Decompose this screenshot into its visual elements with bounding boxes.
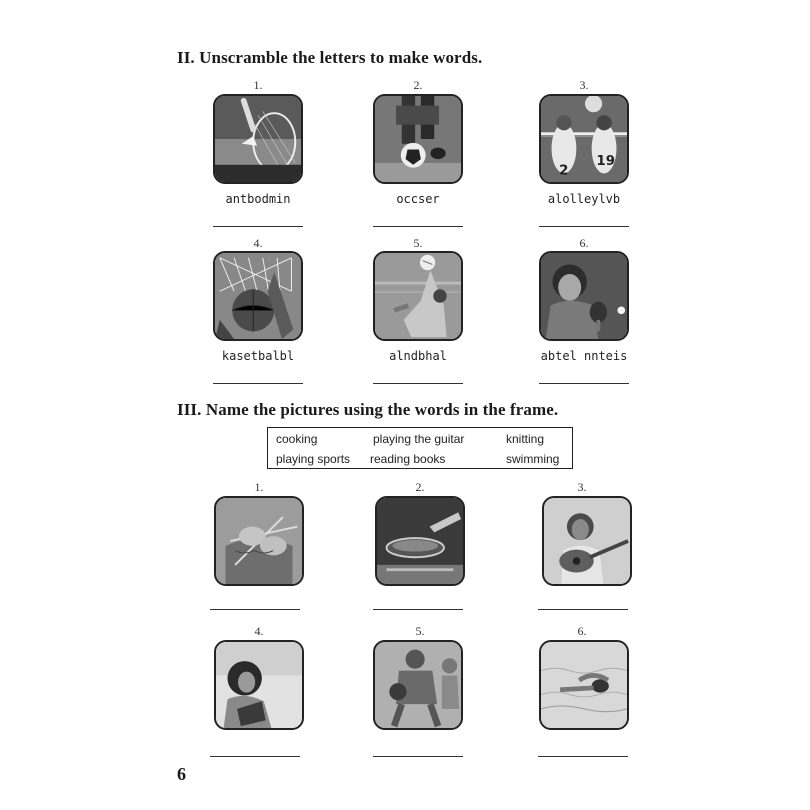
volleyball-photo	[539, 94, 629, 184]
knitting-photo	[214, 496, 304, 586]
item-number: 3.	[579, 78, 589, 92]
item-number: 2.	[415, 480, 425, 494]
frame-word: playing the guitar	[373, 432, 465, 446]
page-number: 6	[177, 764, 186, 784]
item-number: 1.	[254, 480, 264, 494]
swimming-photo	[539, 640, 629, 730]
answer-line[interactable]	[539, 383, 629, 384]
answer-line[interactable]	[539, 226, 629, 227]
scrambled-word: alndbhal	[389, 349, 447, 363]
soccer-photo	[373, 94, 463, 184]
item-number: 5.	[415, 624, 425, 638]
sports-photo	[373, 640, 463, 730]
answer-line[interactable]	[213, 383, 303, 384]
answer-line[interactable]	[373, 756, 463, 757]
answer-line[interactable]	[213, 226, 303, 227]
answer-line[interactable]	[373, 609, 463, 610]
scrambled-word: abtel nnteis	[540, 349, 628, 363]
frame-word: playing sports	[276, 452, 351, 466]
answer-line[interactable]	[538, 609, 628, 610]
scrambled-word: alolleylvb	[547, 192, 621, 206]
section-2-heading: II. Unscramble the letters to make words.	[177, 48, 483, 67]
frame-word: knitting	[506, 432, 545, 446]
section-3-heading: III. Name the pictures using the words in the frame.	[177, 400, 559, 419]
answer-line[interactable]	[210, 756, 300, 757]
item-number: 6.	[577, 624, 587, 638]
handball-photo	[373, 251, 463, 341]
item-number: 1.	[253, 78, 263, 92]
reading-photo	[214, 640, 304, 730]
cooking-photo	[375, 496, 465, 586]
answer-line[interactable]	[373, 383, 463, 384]
item-number: 5.	[413, 236, 423, 250]
svg-text:19: 19	[596, 153, 616, 169]
item-number: 4.	[254, 624, 264, 638]
basketball-photo	[213, 251, 303, 341]
frame-word: swimming	[506, 452, 560, 466]
frame-word: cooking	[276, 432, 318, 446]
badminton-photo	[213, 94, 303, 184]
scrambled-word: antbodmin	[225, 192, 291, 206]
item-number: 6.	[579, 236, 589, 250]
item-number: 4.	[253, 236, 263, 250]
word-frame	[267, 427, 573, 469]
scrambled-word: kasetbalbl	[221, 349, 295, 363]
answer-line[interactable]	[373, 226, 463, 227]
table-tennis-photo	[539, 251, 629, 341]
item-number: 3.	[577, 480, 587, 494]
answer-line[interactable]	[210, 609, 300, 610]
guitar-photo	[542, 496, 632, 586]
svg-text:2: 2	[559, 163, 569, 179]
answer-line[interactable]	[538, 756, 628, 757]
frame-word: reading books	[370, 452, 446, 466]
item-number: 2.	[413, 78, 423, 92]
scrambled-word: occser	[396, 192, 440, 206]
